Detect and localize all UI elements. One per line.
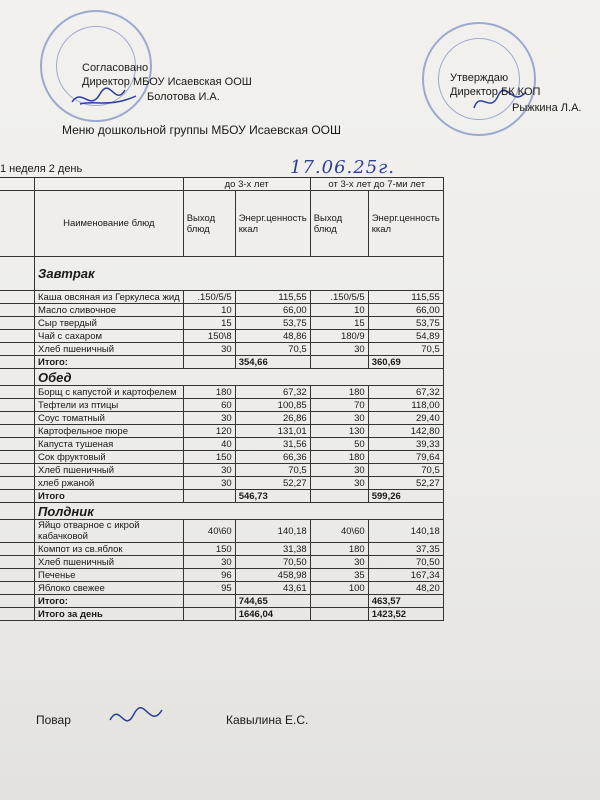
section-title: Обед bbox=[35, 369, 444, 386]
day-total-row bbox=[0, 608, 443, 621]
index-cell bbox=[0, 356, 35, 369]
section-header-row bbox=[0, 257, 443, 291]
energy-2: 29,40 bbox=[368, 412, 443, 425]
age-group-2: от 3-х лет до 7-ми лет bbox=[310, 178, 443, 191]
output-1: .150/5/5 bbox=[183, 291, 235, 304]
total-label: Итого bbox=[35, 490, 184, 503]
dish-name: Тефтели из птицы bbox=[35, 399, 184, 412]
index-cell bbox=[0, 369, 35, 386]
energy-1: 31,56 bbox=[235, 438, 310, 451]
index-cell bbox=[0, 556, 35, 569]
output-2: 70 bbox=[310, 399, 368, 412]
energy-2: 53,75 bbox=[368, 317, 443, 330]
output-1: 30 bbox=[183, 464, 235, 477]
energy-1: 48,86 bbox=[235, 330, 310, 343]
empty-cell bbox=[310, 490, 368, 503]
index-cell bbox=[0, 317, 35, 330]
cook-label: Повар bbox=[36, 713, 71, 727]
energy-2: 52,27 bbox=[368, 477, 443, 490]
output-1: 180 bbox=[183, 386, 235, 399]
output-2: 10 bbox=[310, 304, 368, 317]
index-cell bbox=[0, 464, 35, 477]
menu-row bbox=[0, 569, 443, 582]
index-cell bbox=[0, 595, 35, 608]
dish-name: Хлеб пшеничный bbox=[35, 556, 184, 569]
energy-2: 118,00 bbox=[368, 399, 443, 412]
output-2: 30 bbox=[310, 464, 368, 477]
energy-2: 70,5 bbox=[368, 464, 443, 477]
energy-2: 54,89 bbox=[368, 330, 443, 343]
menu-row bbox=[0, 438, 443, 451]
week-day: 1 неделя 2 день bbox=[0, 163, 83, 175]
col-output-2: Выход блюд bbox=[310, 191, 368, 257]
col-energy-1: Энерг.ценность ккал bbox=[235, 191, 310, 257]
index-cell bbox=[0, 543, 35, 556]
output-1: 30 bbox=[183, 556, 235, 569]
index-cell bbox=[0, 438, 35, 451]
agreed-role: Директор МБОУ Исаевская ООШ bbox=[82, 76, 252, 88]
dish-name: Хлеб пшеничный bbox=[35, 343, 184, 356]
section-title: Полдник bbox=[35, 503, 444, 520]
agreed-name: Болотова И.А. bbox=[147, 91, 220, 103]
index-cell bbox=[0, 503, 35, 520]
menu-row bbox=[0, 520, 443, 543]
menu-row bbox=[0, 386, 443, 399]
output-2: 40\60 bbox=[310, 520, 368, 543]
day-total-label: Итого за день bbox=[35, 608, 184, 621]
dish-name: Чай с сахаром bbox=[35, 330, 184, 343]
menu-row bbox=[0, 291, 443, 304]
dish-name: Капуста тушеная bbox=[35, 438, 184, 451]
dish-name: Сыр твердый bbox=[35, 317, 184, 330]
energy-2: 70,50 bbox=[368, 556, 443, 569]
total-2: 463,57 bbox=[368, 595, 443, 608]
energy-2: 70,5 bbox=[368, 343, 443, 356]
col-output-1: Выход блюд bbox=[183, 191, 235, 257]
total-label: Итого: bbox=[35, 595, 184, 608]
col-energy-2: Энерг.ценность ккал bbox=[368, 191, 443, 257]
energy-1: 70,50 bbox=[235, 556, 310, 569]
energy-1: 53,75 bbox=[235, 317, 310, 330]
menu-row bbox=[0, 556, 443, 569]
menu-row bbox=[0, 477, 443, 490]
empty-cell bbox=[310, 356, 368, 369]
energy-2: 79,64 bbox=[368, 451, 443, 464]
day-total-2: 1423,52 bbox=[368, 608, 443, 621]
energy-1: 115,55 bbox=[235, 291, 310, 304]
menu-row bbox=[0, 425, 443, 438]
energy-2: 115,55 bbox=[368, 291, 443, 304]
dish-name: Яйцо отварное с икрой кабачковой bbox=[35, 520, 184, 543]
menu-row bbox=[0, 451, 443, 464]
output-2: 100 bbox=[310, 582, 368, 595]
energy-2: 167,34 bbox=[368, 569, 443, 582]
index-cell bbox=[0, 412, 35, 425]
section-total-row bbox=[0, 356, 443, 369]
output-1: 30 bbox=[183, 412, 235, 425]
total-1: 546,73 bbox=[235, 490, 310, 503]
output-1: 40\60 bbox=[183, 520, 235, 543]
section-header-row bbox=[0, 369, 443, 386]
output-1: 30 bbox=[183, 343, 235, 356]
index-cell bbox=[0, 520, 35, 543]
energy-1: 70,5 bbox=[235, 343, 310, 356]
empty-cell bbox=[183, 356, 235, 369]
total-1: 354,66 bbox=[235, 356, 310, 369]
output-1: 30 bbox=[183, 477, 235, 490]
output-1: 10 bbox=[183, 304, 235, 317]
section-total-row bbox=[0, 595, 443, 608]
menu-row bbox=[0, 412, 443, 425]
dish-name: Картофельное пюре bbox=[35, 425, 184, 438]
dish-name: Соус томатный bbox=[35, 412, 184, 425]
empty-cell bbox=[183, 595, 235, 608]
output-2: 180 bbox=[310, 451, 368, 464]
dish-name: хлеб ржаной bbox=[35, 477, 184, 490]
energy-2: 140,18 bbox=[368, 520, 443, 543]
dish-name: Компот из св.яблок bbox=[35, 543, 184, 556]
index-cell bbox=[0, 257, 35, 291]
age-group-1: до 3-х лет bbox=[183, 178, 310, 191]
index-cell bbox=[0, 490, 35, 503]
total-label: Итого: bbox=[35, 356, 184, 369]
energy-2: 142,80 bbox=[368, 425, 443, 438]
empty-cell bbox=[183, 490, 235, 503]
dish-name: Сок фруктовый bbox=[35, 451, 184, 464]
energy-1: 131,01 bbox=[235, 425, 310, 438]
menu-row bbox=[0, 543, 443, 556]
menu-row bbox=[0, 317, 443, 330]
energy-1: 66,36 bbox=[235, 451, 310, 464]
total-1: 744,65 bbox=[235, 595, 310, 608]
output-2: 180 bbox=[310, 386, 368, 399]
energy-2: 48,20 bbox=[368, 582, 443, 595]
empty-cell bbox=[310, 595, 368, 608]
output-2: 30 bbox=[310, 343, 368, 356]
index-cell bbox=[0, 330, 35, 343]
energy-1: 67,32 bbox=[235, 386, 310, 399]
energy-1: 140,18 bbox=[235, 520, 310, 543]
energy-1: 26,86 bbox=[235, 412, 310, 425]
output-1: 120 bbox=[183, 425, 235, 438]
energy-2: 67,32 bbox=[368, 386, 443, 399]
index-cell bbox=[0, 399, 35, 412]
energy-1: 100,85 bbox=[235, 399, 310, 412]
output-1: 150 bbox=[183, 543, 235, 556]
energy-2: 37,35 bbox=[368, 543, 443, 556]
output-2: 50 bbox=[310, 438, 368, 451]
index-cell bbox=[0, 291, 35, 304]
output-1: 150 bbox=[183, 451, 235, 464]
output-2: 180/9 bbox=[310, 330, 368, 343]
day-total-1: 1646,04 bbox=[235, 608, 310, 621]
approved-name: Рыжкина Л.А. bbox=[512, 102, 582, 114]
approved-label: Утверждаю bbox=[450, 72, 509, 84]
energy-1: 52,27 bbox=[235, 477, 310, 490]
index-cell bbox=[0, 386, 35, 399]
energy-1: 43,61 bbox=[235, 582, 310, 595]
dish-name: Борщ с капустой и картофелем bbox=[35, 386, 184, 399]
output-2: 180 bbox=[310, 543, 368, 556]
document-title: Меню дошкольной группы МБОУ Исаевская ООШ bbox=[62, 123, 341, 137]
dish-name: Каша овсяная из Геркулеса жид bbox=[35, 291, 184, 304]
index-cell bbox=[0, 569, 35, 582]
index-cell bbox=[0, 451, 35, 464]
output-2: 30 bbox=[310, 412, 368, 425]
output-2: 35 bbox=[310, 569, 368, 582]
output-1: 95 bbox=[183, 582, 235, 595]
approved-role: Директор БК КОП bbox=[450, 86, 541, 98]
dish-name: Хлеб пшеничный bbox=[35, 464, 184, 477]
output-1: 15 bbox=[183, 317, 235, 330]
section-total-row bbox=[0, 490, 443, 503]
menu-row bbox=[0, 464, 443, 477]
output-1: 150\8 bbox=[183, 330, 235, 343]
section-title: Завтрак bbox=[35, 257, 444, 291]
menu-row bbox=[0, 304, 443, 317]
cook-name: Кавылина Е.С. bbox=[226, 713, 309, 727]
output-1: 96 bbox=[183, 569, 235, 582]
menu-date: 17.06.25г. bbox=[290, 157, 395, 178]
dish-name: Масло сливочное bbox=[35, 304, 184, 317]
menu-row bbox=[0, 582, 443, 595]
agreed-label: Согласовано bbox=[82, 62, 149, 74]
energy-1: 70,5 bbox=[235, 464, 310, 477]
index-cell bbox=[0, 343, 35, 356]
total-2: 360,69 bbox=[368, 356, 443, 369]
output-1: 40 bbox=[183, 438, 235, 451]
output-1: 60 bbox=[183, 399, 235, 412]
total-2: 599,26 bbox=[368, 490, 443, 503]
output-2: 30 bbox=[310, 556, 368, 569]
output-2: 15 bbox=[310, 317, 368, 330]
index-cell bbox=[0, 304, 35, 317]
dish-name: Яблоко свежее bbox=[35, 582, 184, 595]
section-header-row bbox=[0, 503, 443, 520]
energy-2: 66,00 bbox=[368, 304, 443, 317]
output-2: 30 bbox=[310, 477, 368, 490]
index-cell bbox=[0, 425, 35, 438]
output-2: 130 bbox=[310, 425, 368, 438]
output-2: .150/5/5 bbox=[310, 291, 368, 304]
menu-row bbox=[0, 399, 443, 412]
cook-signature bbox=[106, 700, 166, 740]
energy-1: 66,00 bbox=[235, 304, 310, 317]
menu-table bbox=[0, 177, 444, 621]
energy-2: 39,33 bbox=[368, 438, 443, 451]
menu-row bbox=[0, 343, 443, 356]
dish-name: Печенье bbox=[35, 569, 184, 582]
index-cell bbox=[0, 582, 35, 595]
energy-1: 458,98 bbox=[235, 569, 310, 582]
menu-row bbox=[0, 330, 443, 343]
energy-1: 31,38 bbox=[235, 543, 310, 556]
col-name-header: Наименование блюд bbox=[35, 191, 184, 257]
index-cell bbox=[0, 477, 35, 490]
